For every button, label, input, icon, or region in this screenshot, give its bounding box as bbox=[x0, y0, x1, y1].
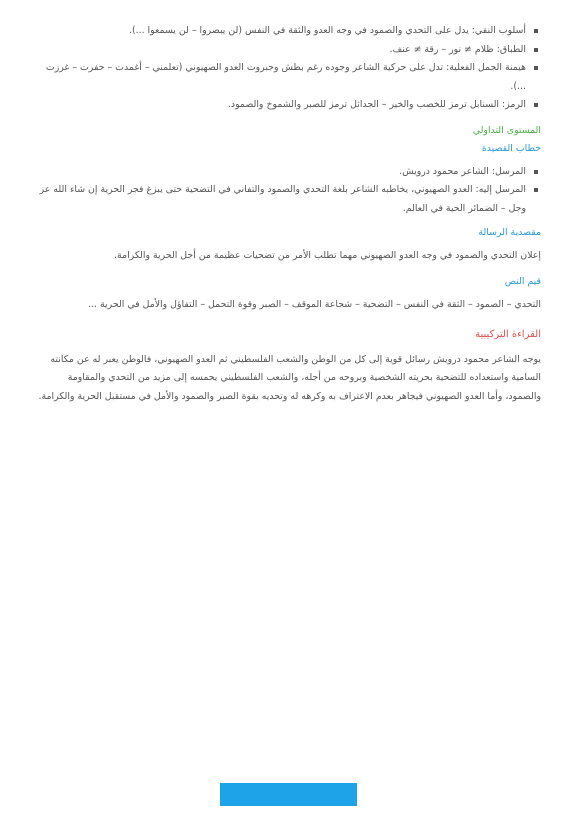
section-heading-pragmatic-level: المستوى التداولي bbox=[472, 124, 541, 136]
section-heading-synthesis: القراءة التركيبية bbox=[475, 329, 541, 340]
bullet-icon bbox=[534, 103, 538, 107]
list-item: الرمز: السنابل ترمز للخصب والخير – الجداثل ترمز للصبر والشموخ والصمود. bbox=[30, 96, 541, 115]
values-paragraph: التحدي – الصمود – الثقة في النفس – التضحية – شجاعة الموقف – الصبر وقوة التحمل – التفاؤل والأمل في الحرية ... bbox=[88, 298, 541, 310]
article-content bbox=[30, 22, 541, 406]
bullet-icon bbox=[534, 29, 538, 33]
section-heading-message-intent: مقصدية الرسالة bbox=[478, 227, 541, 238]
list-item: أسلوب النفي: يدل على التحدي والصمود في وجه العدو والثقة في النفس (لن يبصروا – لن يسمعوا ...). bbox=[30, 22, 541, 41]
list-item: هيمنة الجمل الفعلية: تدل على حركية الشاعر وجوده رغم بطش وجبروت العدو الصهيوني (تعلمني – أغمدت – حفرت – غرزت ...). bbox=[30, 59, 541, 96]
section-heading-text-values: قيم النص bbox=[504, 276, 541, 287]
intent-paragraph: إعلان التحدي والصمود في وجه العدو الصهيوني مهما تطلب الأمر من تضحيات عظيمة من أجل الحرية والكرامة. bbox=[114, 249, 541, 261]
list-item: المرسل: الشاعر محمود درويش. bbox=[30, 163, 541, 182]
list-item: الطباق: ظلام ≠ نور – رقة ≠ عنف. bbox=[30, 41, 541, 60]
footer-button[interactable] bbox=[220, 783, 357, 806]
rhetoric-list bbox=[30, 22, 541, 115]
bullet-icon bbox=[534, 48, 538, 52]
bullet-icon bbox=[534, 66, 538, 70]
sender-receiver-list bbox=[30, 163, 541, 219]
bullet-icon bbox=[534, 188, 538, 192]
synthesis-paragraph: يوجه الشاعر محمود درويش رسائل قوية إلى كل من الوطن والشعب الفلسطيني ثم العدو الصهيوني، فالوطن يعبر له عن مكانته السامية واستعداده للتضحية بحريته الشخصية وبروحه من أجله، والشعب الفلسطيني يحمسه إلى مزيد من التحدي والمقاومة والصمود، وأما العدو الصهيوني فيجاهر بعدم الاعتراف به وكرهه له وتحديه بقوة الصبر والصمود والأمل في مستقبل الحرية والكرامة. bbox=[38, 353, 541, 402]
bullet-icon bbox=[534, 170, 538, 174]
section-heading-poem-discourse: خطاب القصيدة bbox=[481, 143, 541, 154]
list-item: المرسل إليه: العدو الصهيوني، يخاطبه الشاعر بلغة التحدي والصمود والتفاني في التضحية حتى يبزغ فجر الحرية إن شاء الله عز وجل – الضمائر الحية في العالم. bbox=[30, 181, 541, 218]
